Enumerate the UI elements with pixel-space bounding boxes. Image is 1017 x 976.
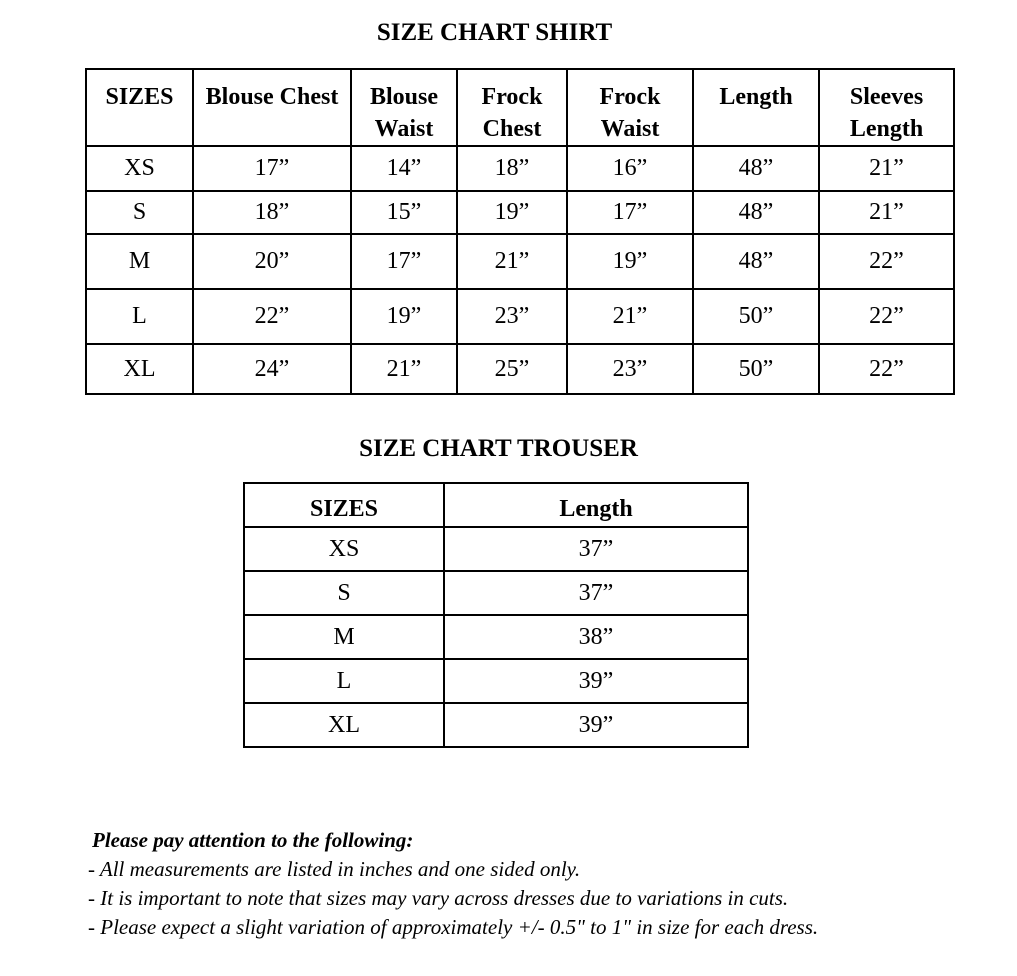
column-header: Length [693, 69, 819, 146]
note-line: - All measurements are listed in inches and one sided only. [88, 857, 581, 881]
table-cell: 17” [193, 146, 351, 191]
table-cell: 48” [693, 146, 819, 191]
table-cell: 16” [567, 146, 693, 191]
table-cell: 22” [193, 289, 351, 344]
table-cell: 18” [193, 191, 351, 234]
table-cell: 22” [819, 234, 954, 289]
table-row [244, 571, 748, 615]
notes-section [88, 826, 988, 942]
column-header: Blouse Waist [351, 69, 457, 146]
table-cell: 21” [819, 191, 954, 234]
table-cell: 39” [444, 659, 748, 703]
table-cell: 48” [693, 234, 819, 289]
table-cell: 21” [819, 146, 954, 191]
column-header: SIZES [86, 69, 193, 146]
table-cell: 23” [457, 289, 567, 344]
table-row [86, 146, 954, 191]
column-header: Frock Chest [457, 69, 567, 146]
column-header: Frock Waist [567, 69, 693, 146]
notes-heading: Please pay attention to the following: [92, 828, 414, 852]
trouser-size-table [243, 482, 749, 748]
table-cell: 17” [567, 191, 693, 234]
table-row [86, 234, 954, 289]
size-cell: L [244, 659, 444, 703]
size-cell: S [86, 191, 193, 234]
size-cell: S [244, 571, 444, 615]
table-cell: 22” [819, 344, 954, 394]
column-header: SIZES [244, 483, 444, 527]
table-cell: 23” [567, 344, 693, 394]
table-row [244, 703, 748, 747]
table-cell: 19” [457, 191, 567, 234]
size-cell: XL [244, 703, 444, 747]
table-cell: 15” [351, 191, 457, 234]
table-cell: 21” [567, 289, 693, 344]
table-row [86, 344, 954, 394]
trouser-chart-title: SIZE CHART TROUSER [359, 435, 638, 462]
table-cell: 21” [457, 234, 567, 289]
table-cell: 19” [351, 289, 457, 344]
note-line: - Please expect a slight variation of approximately +/- 0.5" to 1" in size for each dress. [88, 915, 819, 939]
table-cell: 14” [351, 146, 457, 191]
table-cell: 20” [193, 234, 351, 289]
table-cell: 37” [444, 571, 748, 615]
table-cell: 50” [693, 344, 819, 394]
table-row [244, 527, 748, 571]
size-cell: L [86, 289, 193, 344]
column-header: Blouse Chest [193, 69, 351, 146]
table-cell: 24” [193, 344, 351, 394]
table-cell: 19” [567, 234, 693, 289]
trouser-header-row [244, 483, 748, 527]
table-row [86, 289, 954, 344]
table-cell: 38” [444, 615, 748, 659]
size-cell: XS [86, 146, 193, 191]
table-cell: 25” [457, 344, 567, 394]
table-cell: 17” [351, 234, 457, 289]
table-cell: 50” [693, 289, 819, 344]
size-cell: XL [86, 344, 193, 394]
table-cell: 39” [444, 703, 748, 747]
shirt-chart-title: SIZE CHART SHIRT [376, 19, 613, 46]
table-cell: 48” [693, 191, 819, 234]
table-cell: 21” [351, 344, 457, 394]
table-cell: 37” [444, 527, 748, 571]
table-cell: 18” [457, 146, 567, 191]
table-cell: 22” [819, 289, 954, 344]
shirt-header-row [86, 69, 954, 146]
size-cell: M [86, 234, 193, 289]
note-line: - It is important to note that sizes may vary across dresses due to variations in cuts. [88, 886, 789, 910]
table-row [86, 191, 954, 234]
table-row [244, 615, 748, 659]
column-header: Sleeves Length [819, 69, 954, 146]
column-header: Length [444, 483, 748, 527]
size-cell: M [244, 615, 444, 659]
shirt-size-table [85, 68, 955, 395]
size-cell: XS [244, 527, 444, 571]
table-row [244, 659, 748, 703]
